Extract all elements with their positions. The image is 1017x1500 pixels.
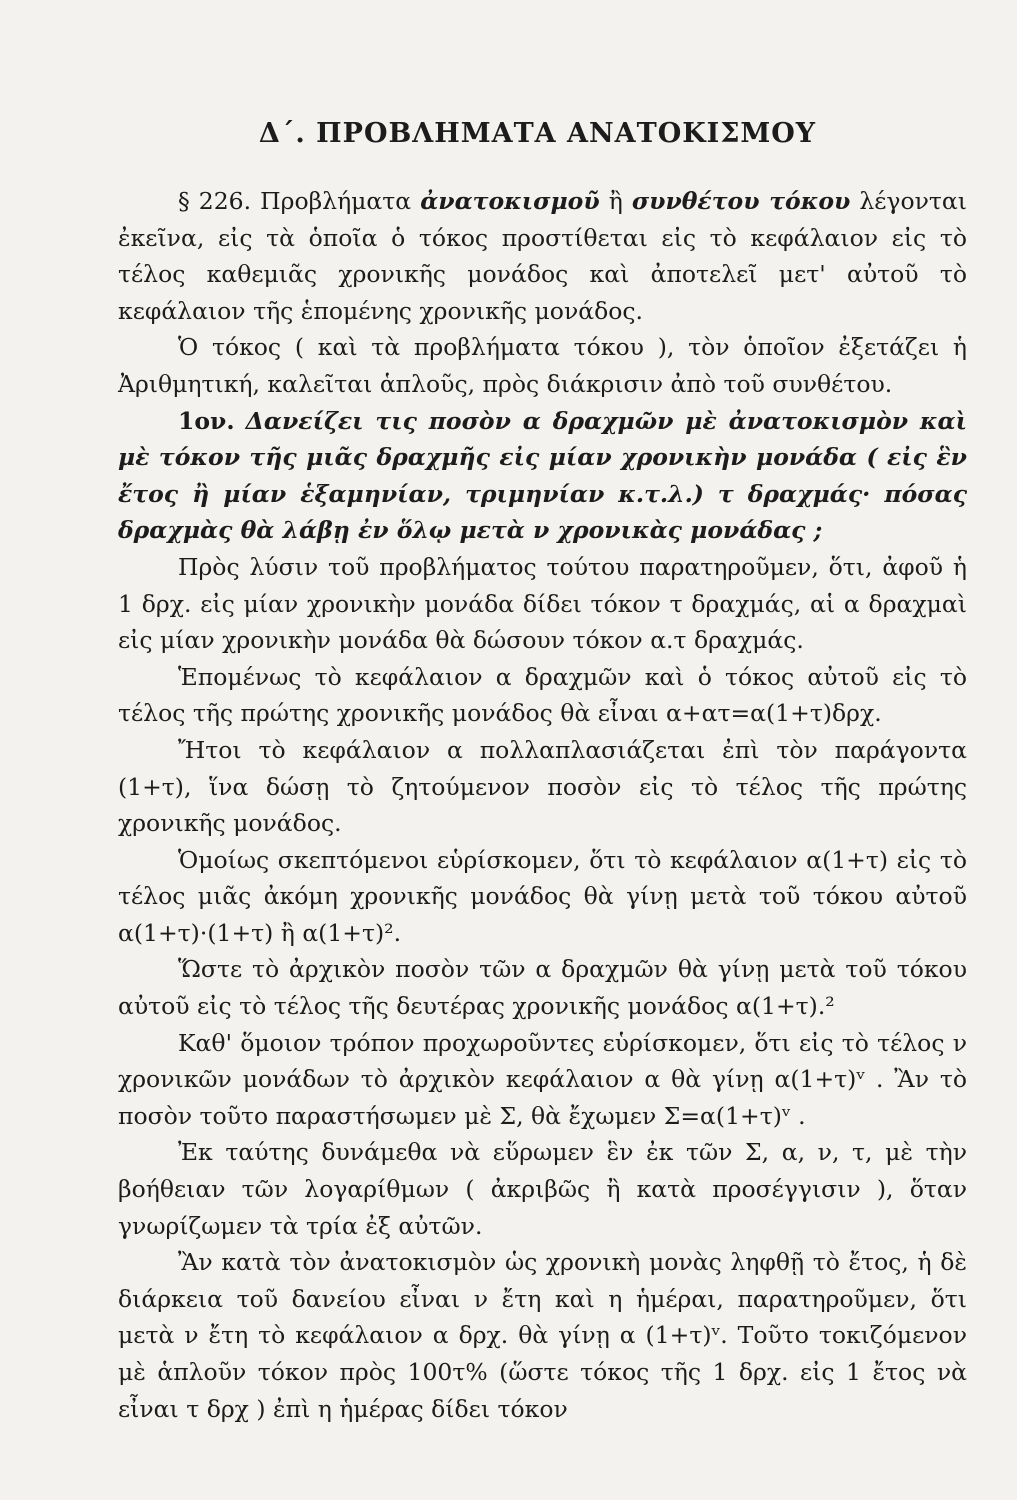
problem-number: 1ον. [178,406,235,435]
section-number: § 226. [178,187,252,215]
paragraph-second-result: Ὥστε τὸ ἀρχικὸν ποσὸν τῶν α δραχμῶν θὰ γίνῃ μετὰ τοῦ τόκου αὐτοῦ εἰς τὸ τέλος τῆς δευτέρας χρονικῆς μονάδος α(1+τ).² [118,955,967,1021]
term-compound-interest-alt: συνθέτου τόκου [631,187,851,215]
paragraph-solution-intro: Πρὸς λύσιν τοῦ προβλήματος τούτου παρατηροῦμεν, ὅτι, ἀφοῦ ἡ 1 δρχ. εἰς μίαν χρονικὴν μονάδα δίδει τόκον τ δραχμάς, αἱ α δραχμαὶ εἰς μίαν χρονικὴν μονάδα θὰ δώσουν τόκον α.τ δραχμάς. [118,552,967,655]
term-compound-interest: ἀνατοκισμοῦ [420,187,600,215]
paragraph-fractional-period: Ἂν κατὰ τὸν ἀνατοκισμὸν ὡς χρονικὴ μονὰς ληφθῇ τὸ ἔτος, ἡ δὲ διάρκεια τοῦ δανείου εἶναι ν ἔτη καὶ η ἡμέραι, παρατηροῦμεν, ὅτι μετὰ ν ἔτη τὸ κεφάλαιον α δρχ. θὰ γίνῃ α (1+τ)ᵛ. Τοῦτο τοκιζόμενον μὲ ἁπλοῦν τόκον πρὸς 100τ% (ὥστε τόκος τῆς 1 δρχ. εἰς 1 ἔτος νὰ εἶναι τ δρχ ) ἐπὶ η ἡμέρας δίδει τόκον [118,1248,967,1423]
intro-connector: ἢ [608,187,623,215]
paragraph-logarithms: Ἐκ ταύτης δυνάμεθα νὰ εὕρωμεν ἓν ἐκ τῶν Σ, α, ν, τ, μὲ τὴν βοήθειαν τῶν λογαρίθμων ( ἀκριβῶς ἢ κατὰ προσέγγισιν ), ὅταν γνωρίζωμεν τὰ τρία ἐξ αὐτῶν. [118,1138,967,1240]
intro-lead: Προβλήματα [260,187,412,215]
section-heading: Δ΄. ΠΡΟΒΛΗΜΑΤΑ ΑΝΑΤΟΚΙΣΜΟΥ [258,118,817,149]
problem-statement [118,403,967,549]
paragraph-second-period: Ὁμοίως σκεπτόμενοι εὑρίσκομεν, ὅτι τὸ κεφάλαιον α(1+τ) εἰς τὸ τέλος μιᾶς ἀκόμη χρονικῆς μονάδος θὰ γίνῃ μετὰ τοῦ τόκου αὐτοῦ α(1+τ)·(1+τ) ἢ α(1+τ)². [118,845,967,947]
intro-rest: λέγονται ἐκεῖνα, εἰς τὰ ὁποῖα ὁ τόκος προστίθεται εἰς τὸ κεφάλαιον εἰς τὸ τέλος καθεμιᾶς χρονικῆς μονάδος καὶ ἀποτελεῖ μετ' αὐτοῦ τὸ κεφάλαιον τῆς ἑπομένης χρονικῆς μονάδος. [118,187,967,325]
intro-paragraph [118,183,967,329]
problem-text: Δανείζει τις ποσὸν α δραχμῶν μὲ ἀνατοκισμὸν καὶ μὲ τόκον τῆς μιᾶς δραχμῆς εἰς μίαν χρονικὴν μονάδα ( εἰς ἓν ἔτος ἢ μίαν ἑξαμηνίαν, τριμηνίαν κ.τ.λ.) τ δραχμάς· πόσας δραχμὰς θὰ λάβῃ ἐν ὅλῳ μετὰ ν χρονικὰς μονάδας ; [118,406,967,545]
paragraph-general-formula: Καθ' ὅμοιον τρόπον προχωροῦντες εὑρίσκομεν, ὅτι εἰς τὸ τέλος ν χρονικῶν μονάδων τὸ ἀρχικὸν κεφάλαιον α θὰ γίνῃ α(1+τ)ᵛ . Ἂν τὸ ποσὸν τοῦτο παραστήσωμεν μὲ Σ, θὰ ἔχωμεν Σ=α(1+τ)ᵛ . [118,1028,967,1130]
paragraph-first-period: Ἑπομένως τὸ κεφάλαιον α δραχμῶν καὶ ὁ τόκος αὐτοῦ εἰς τὸ τέλος τῆς πρώτης χρονικῆς μονάδος θὰ εἶναι α+ατ=α(1+τ)δρχ. [118,662,967,728]
simple-interest-note: Ὁ τόκος ( καὶ τὰ προβλήματα τόκου ), τὸν ὁποῖον ἐξετάζει ἡ Ἀριθμητική, καλεῖται ἁπλοῦς, πρὸς διάκρισιν ἀπὸ τοῦ συνθέτου. [118,333,967,398]
paragraph-factor: Ἤτοι τὸ κεφάλαιον α πολλαπλασιάζεται ἐπὶ τὸν παράγοντα (1+τ), ἵνα δώσῃ τὸ ζητούμενον ποσὸν εἰς τὸ τέλος τῆς πρώτης χρονικῆς μονάδος. [118,735,967,838]
